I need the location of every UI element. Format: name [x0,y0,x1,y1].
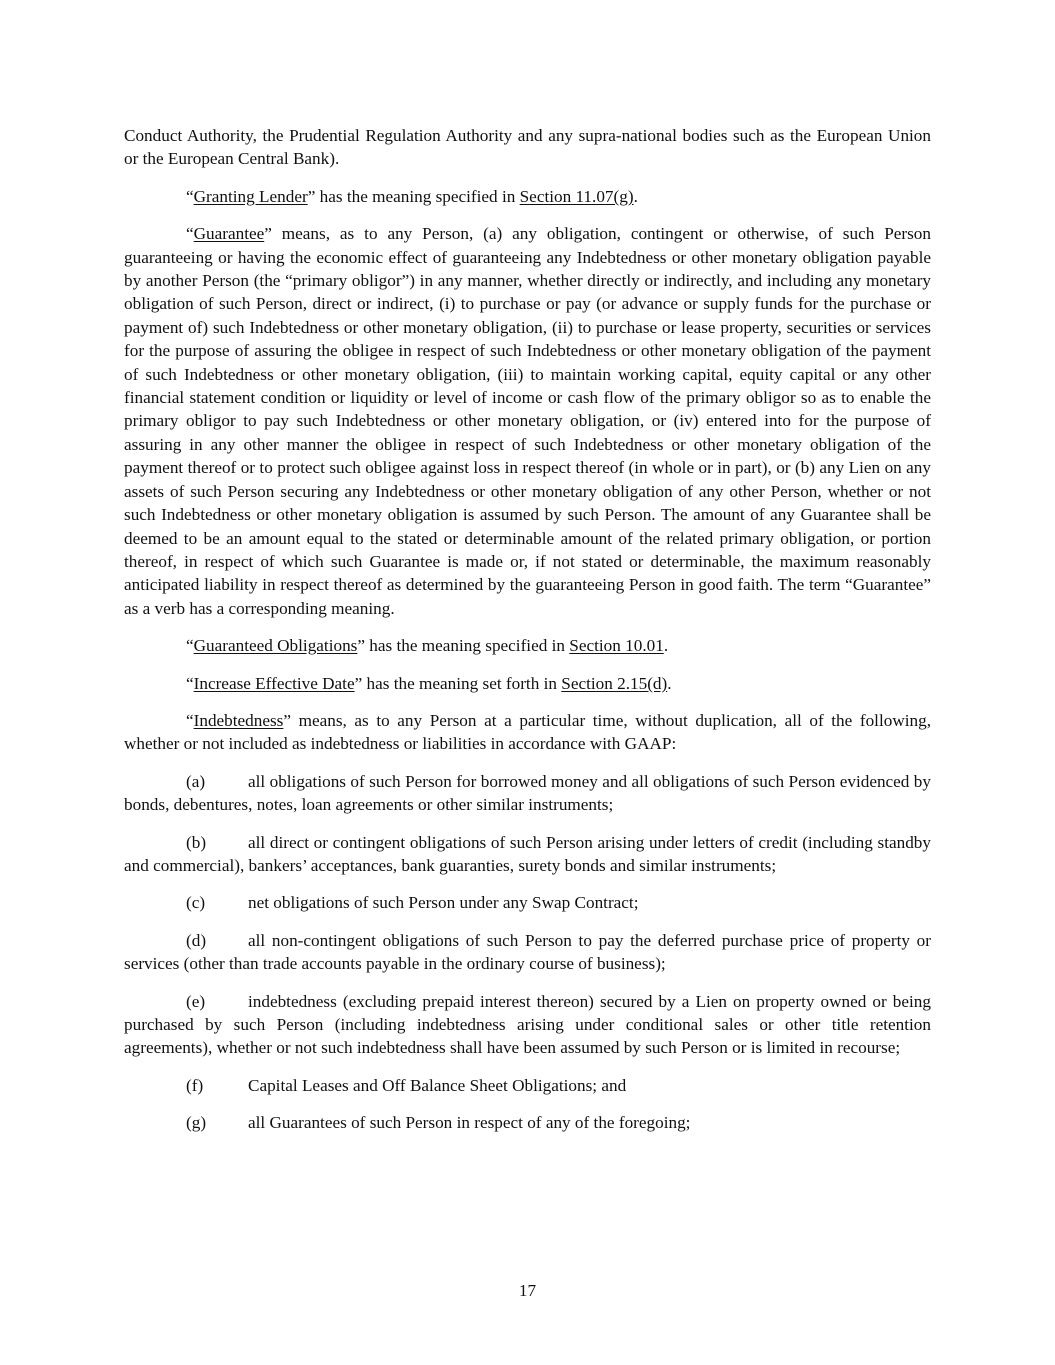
item-text: all non-contingent obligations of such Person to pay the deferred purchase price of property or services (other than trade accounts payable in the ordinary course of business); [124,930,931,974]
list-item [124,929,931,976]
defined-term: Indebtedness [193,710,284,730]
paragraph-text: Conduct Authority, the Prudential Regulation Authority and any supra-national bodies such as the European Union or the European Central Bank). [124,126,931,169]
list-item [124,831,931,878]
open-quote: “ [186,636,194,656]
definition-text: ” means, as to any Person at a particular time, without duplication, all of the following, whether or not included as indebtedness or liabilities in accordance with GAAP: [124,710,931,754]
item-label: (c) [186,893,206,913]
item-label: (d) [186,930,207,950]
item-text: net obligations of such Person under any Swap Contract; [248,893,639,913]
list-item [124,891,931,914]
section-reference: Section 2.15(d) [561,673,668,693]
item-text: all direct or contingent obligations of such Person arising under letters of credit (including standby and commercial), bankers’ acceptances, bank guaranties, surety bonds and similar instruments; [124,832,931,875]
item-label: (g) [186,1113,207,1133]
item-text: indebtedness (excluding prepaid interest thereon) secured by a Lien on property owned or being purchased by such Person (including indebtedness arising under conditional sales or other title retention agreements), whether or not such indebtedness shall have been assumed by such Person or is limited in recourse; [124,991,931,1058]
definition-text: ” has the meaning set forth in [354,673,562,693]
paragraph-continuation [124,124,931,171]
definition-end: . [663,636,669,656]
definition-indebtedness [124,709,931,756]
definition-guaranteed-obligations [124,634,931,657]
item-label: (a) [186,771,206,791]
defined-term: Guaranteed Obligations [193,636,358,656]
definition-granting-lender [124,185,931,208]
open-quote: “ [186,710,194,730]
item-label: (b) [186,832,207,852]
defined-term: Guarantee [193,224,265,244]
definition-text: ” has the meaning specified in [307,186,520,206]
definition-end: . [633,186,638,206]
definition-increase-effective-date [124,672,931,695]
open-quote: “ [186,224,194,244]
open-quote: “ [186,186,194,206]
document-page [124,124,931,1149]
definition-text: ” has the meaning specified in [357,636,570,656]
section-reference: Section 11.07(g) [519,186,634,206]
open-quote: “ [186,673,194,693]
list-item [124,1111,931,1134]
definition-guarantee [124,222,931,620]
page-number: 17 [518,1281,537,1300]
item-text: all Guarantees of such Person in respect of any of the foregoing; [248,1113,691,1133]
definition-end: . [667,673,672,693]
item-label: (f) [186,1075,204,1095]
definition-text: ” means, as to any Person, (a) any obligation, contingent or otherwise, of such Person guaranteeing or having the economic effect of guaranteeing any Indebtedness or other monetary obligation payable by another Person (the “primary obligor”) in any manner, whether directly or indirectly, and including any monetary obligation of such Person, direct or indirect, (i) to purchase or pay (or advance or supply funds for the purchase or payment of) such Indebtedness or other monetary obligation, (ii) to purchase or lease property, securities or services for the purpose of assuring the obligee in respect of such Indebtedness or other monetary obligation of the payment of such Indebtedness or other monetary obligation, (iii) to maintain working capital, equity capital or any other financial statement condition or liquidity or level of income or cash flow of the primary obligor so as to enable the primary obligor to pay such Indebtedness or other monetary obligation, or (iv) entered into for the purpose of assuring in any other manner the obligee in respect of such Indebtedness or other monetary obligation of the payment thereof or to protect such obligee against loss in respect thereof (in whole or in part), or (b) any Lien on any assets of such Person securing any Indebtedness or other monetary obligation of any other Person, whether or not such Indebtedness or other monetary obligation is assumed by such Person. The amount of any Guarantee shall be deemed to be an amount equal to the stated or determinable amount of the related primary obligation, or portion thereof, in respect of which such Guarantee is made or, if not stated or determinable, the maximum reasonably anticipated liability in respect thereof as determined by the guaranteeing Person in good faith. The term “Guarantee” as a verb has a corresponding meaning. [124,224,931,618]
list-item [124,1074,931,1097]
item-label: (e) [186,991,206,1011]
item-text: Capital Leases and Off Balance Sheet Obligations; and [248,1075,627,1095]
list-item [124,770,931,817]
defined-term: Increase Effective Date [193,673,355,693]
defined-term: Granting Lender [193,186,308,206]
section-reference: Section 10.01 [569,636,664,656]
list-item [124,990,931,1060]
item-text: all obligations of such Person for borrowed money and all obligations of such Person evidenced by bonds, debentures, notes, loan agreements or other similar instruments; [124,771,931,815]
